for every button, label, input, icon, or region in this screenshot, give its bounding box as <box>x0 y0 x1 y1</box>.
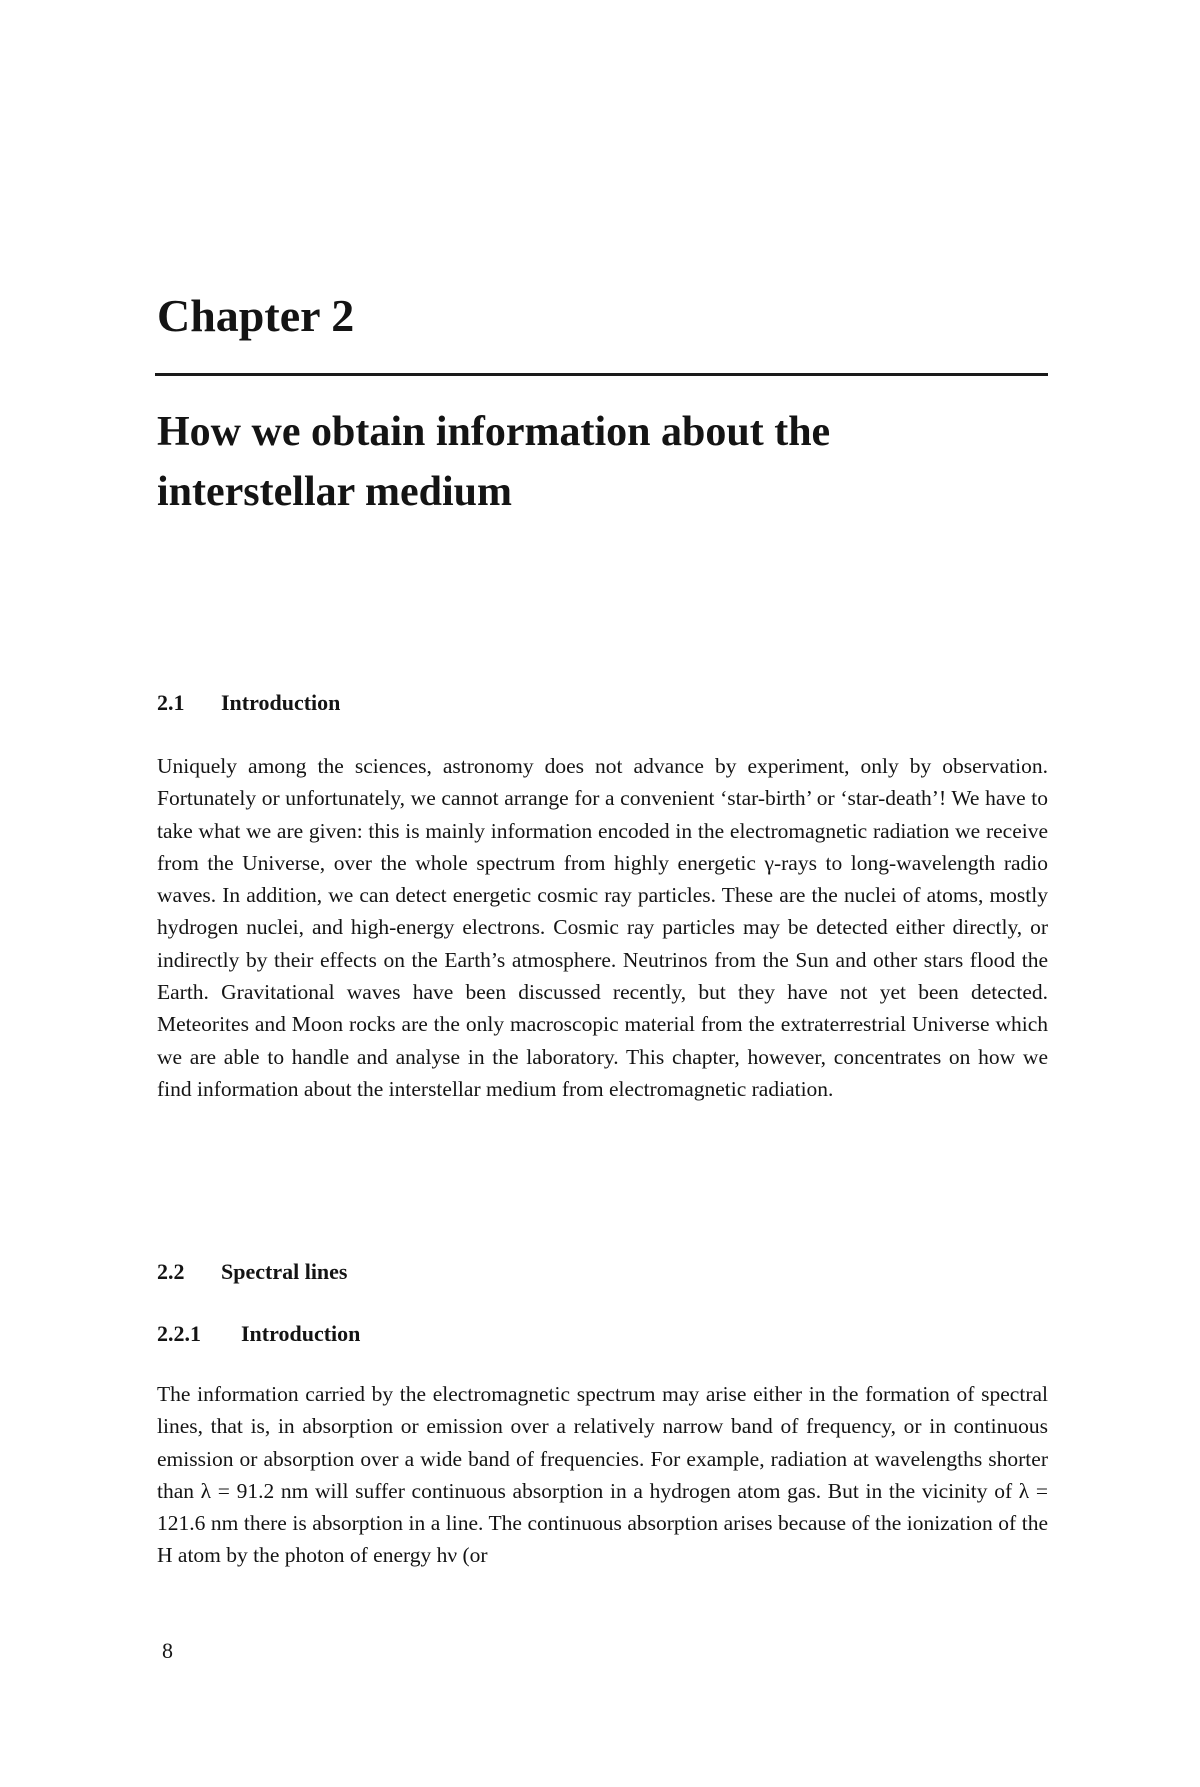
page-number: 8 <box>162 1638 173 1663</box>
body-paragraph: The information carried by the electromagnetic spectrum may arise either in the formation of spectral lines, that is, in absorption or emission over a relatively narrow band of frequency, or in continuous emission or absorption over a wide band of frequencies. For example, radiation at wavelengths shorter than λ = 91.2 nm will suffer continuous absorption in a hydrogen atom gas. But in the vicinity of λ = 121.6 nm there is absorption in a line. The continuous absorption arises because of the ionization of the H atom by the photon of energy hν (or <box>157 1382 1048 1568</box>
section-heading-introduction <box>157 688 340 718</box>
body-paragraph: Uniquely among the sciences, astronomy does not advance by experiment, only by observation. Fortunately or unfortunately, we cannot arrange for a convenient ‘star-birth’ or ‘star-death’! We have to take what we are given: this is mainly information encoded in the electromagnetic radiation we receive from the Universe, over the whole spectrum from highly energetic γ-rays to long-wavelength radio waves. In addition, we can detect energetic cosmic ray particles. These are the nuclei of atoms, mostly hydrogen nuclei, and high-energy electrons. Cosmic ray particles may be detected either directly, or indirectly by their effects on the Earth’s atmosphere. Neutrinos from the Sun and other stars flood the Earth. Gravitational waves have been discussed recently, but they have not yet been detected. Meteorites and Moon rocks are the only macroscopic material from the extraterrestrial Universe which we are able to handle and analyse in the laboratory. This chapter, however, concentrates on how we find information about the interstellar medium from electromagnetic radiation. <box>157 754 1048 1101</box>
subsection-number: 2.2.1 <box>157 1321 201 1346</box>
section-heading-spectral-lines <box>157 1257 348 1287</box>
section-title: Introduction <box>221 690 341 715</box>
chapter-label: Chapter 2 <box>157 290 355 341</box>
section-title: Spectral lines <box>221 1259 348 1284</box>
subsection-title: Introduction <box>241 1321 361 1346</box>
section-number: 2.1 <box>157 690 185 715</box>
section-number: 2.2 <box>157 1259 185 1284</box>
chapter-title: How we obtain information about the interstellar medium <box>157 409 831 515</box>
chapter-divider <box>155 373 1048 376</box>
subsection-heading-introduction <box>157 1319 360 1349</box>
